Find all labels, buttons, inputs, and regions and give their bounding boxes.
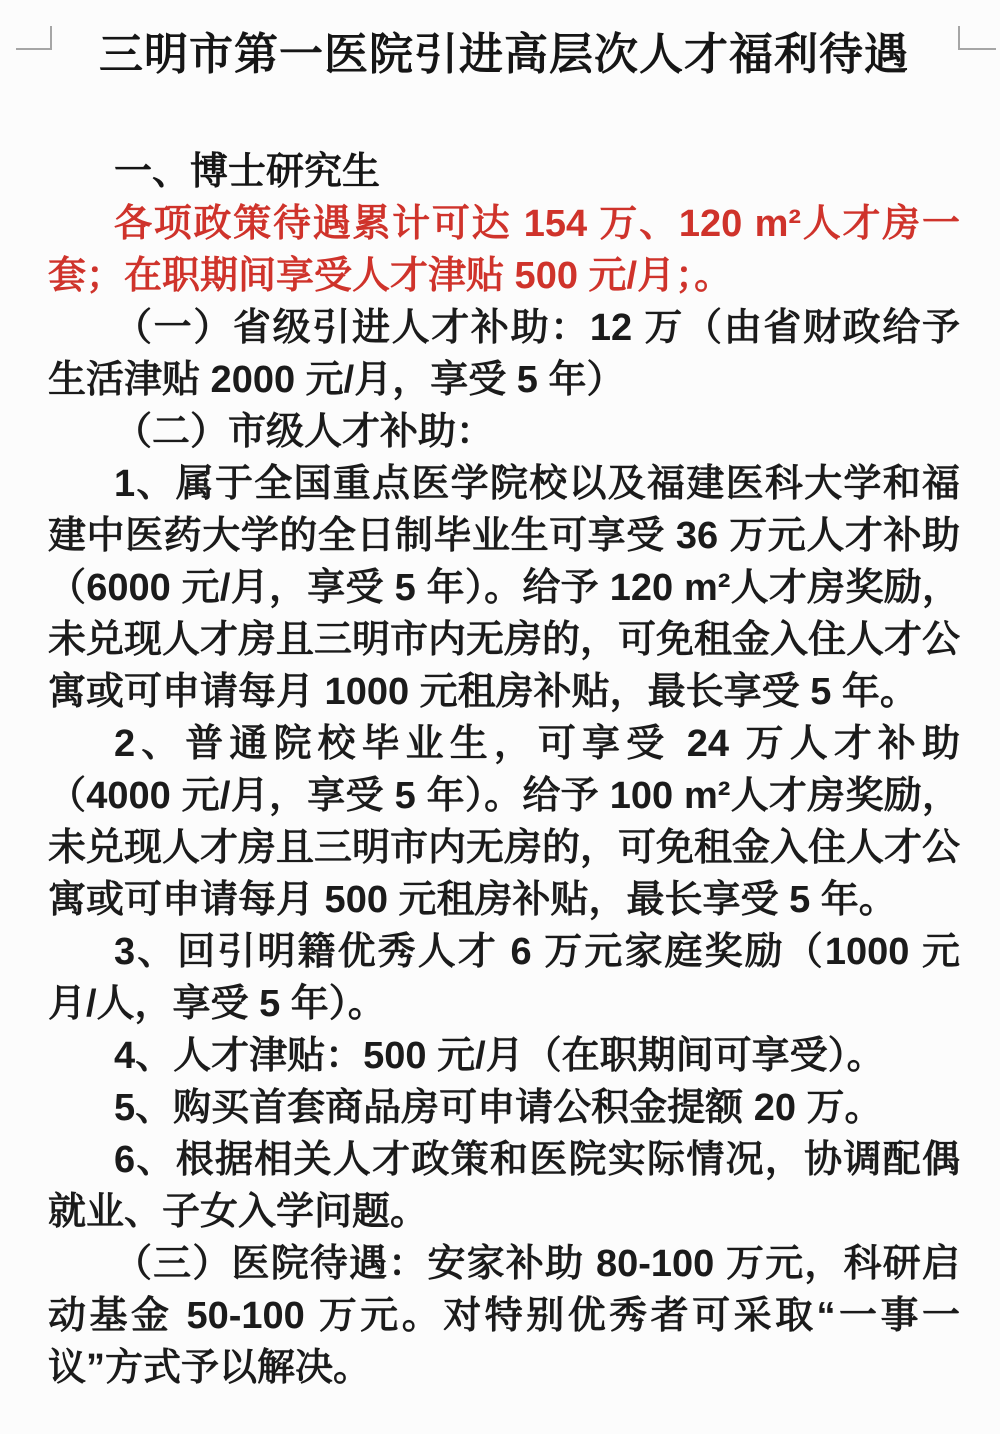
crop-mark-top-left (16, 26, 52, 50)
paragraph-hospital-benefits: （三）医院待遇：安家补助 80-100 万元，科研启动基金 50-100 万元。对特别优秀者可采取“一事一议”方式予以解决。 (48, 1243, 960, 1389)
highlight-summary-paragraph: 各项政策待遇累计可达 154 万、120 m²人才房一套；在职期间享受人才津贴 500 元/月；。 (48, 203, 960, 297)
document-content (0, 26, 1000, 1394)
paragraph-item-3-family-reward: 3、回引明籍优秀人才 6 万元家庭奖励（1000 元月/人，享受 5 年）。 (48, 931, 960, 1025)
document-title: 三明市第一医院引进高层次人才福利待遇 (99, 30, 909, 79)
paragraph-item-1-key-universities: 1、属于全国重点医学院校以及福建医科大学和福建中医药大学的全日制毕业生可享受 36 万元人才补助（6000 元/月，享受 5 年）。给予 120 m²人才房奖励，未兑现人才房且三明市内无房的，可免租金入住人才公寓或可申请每月 1000 元租房补贴，最长享受 5 年。 (48, 463, 961, 713)
paragraph-item-4-talent-allowance: 4、人才津贴：500 元/月（在职期间可享受）。 (114, 1035, 885, 1077)
document-page (0, 26, 1000, 1434)
paragraph-item-6-spouse-children: 6、根据相关人才政策和医院实际情况，协调配偶就业、子女入学问题。 (48, 1139, 960, 1233)
crop-mark-top-right (958, 26, 996, 50)
paragraph-provincial-subsidy: （一）省级引进人才补助：12 万（由省财政给予生活津贴 2000 元/月，享受 5 年） (48, 307, 960, 401)
paragraph-item-2-ordinary-universities: 2、普通院校毕业生，可享受 24 万人才补助（4000 元/月，享受 5 年）。给予 100 m²人才房奖励，未兑现人才房且三明市内无房的，可免租金入住人才公寓或可申请每月 500 元租房补贴，最长享受 5 年。 (48, 723, 961, 921)
section-heading-doctoral: 一、博士研究生 (114, 151, 381, 193)
paragraph-municipal-subsidy-heading: （二）市级人才补助： (114, 411, 495, 453)
paragraph-item-5-housing-fund: 5、购买首套商品房可申请公积金提额 20 万。 (114, 1087, 883, 1129)
